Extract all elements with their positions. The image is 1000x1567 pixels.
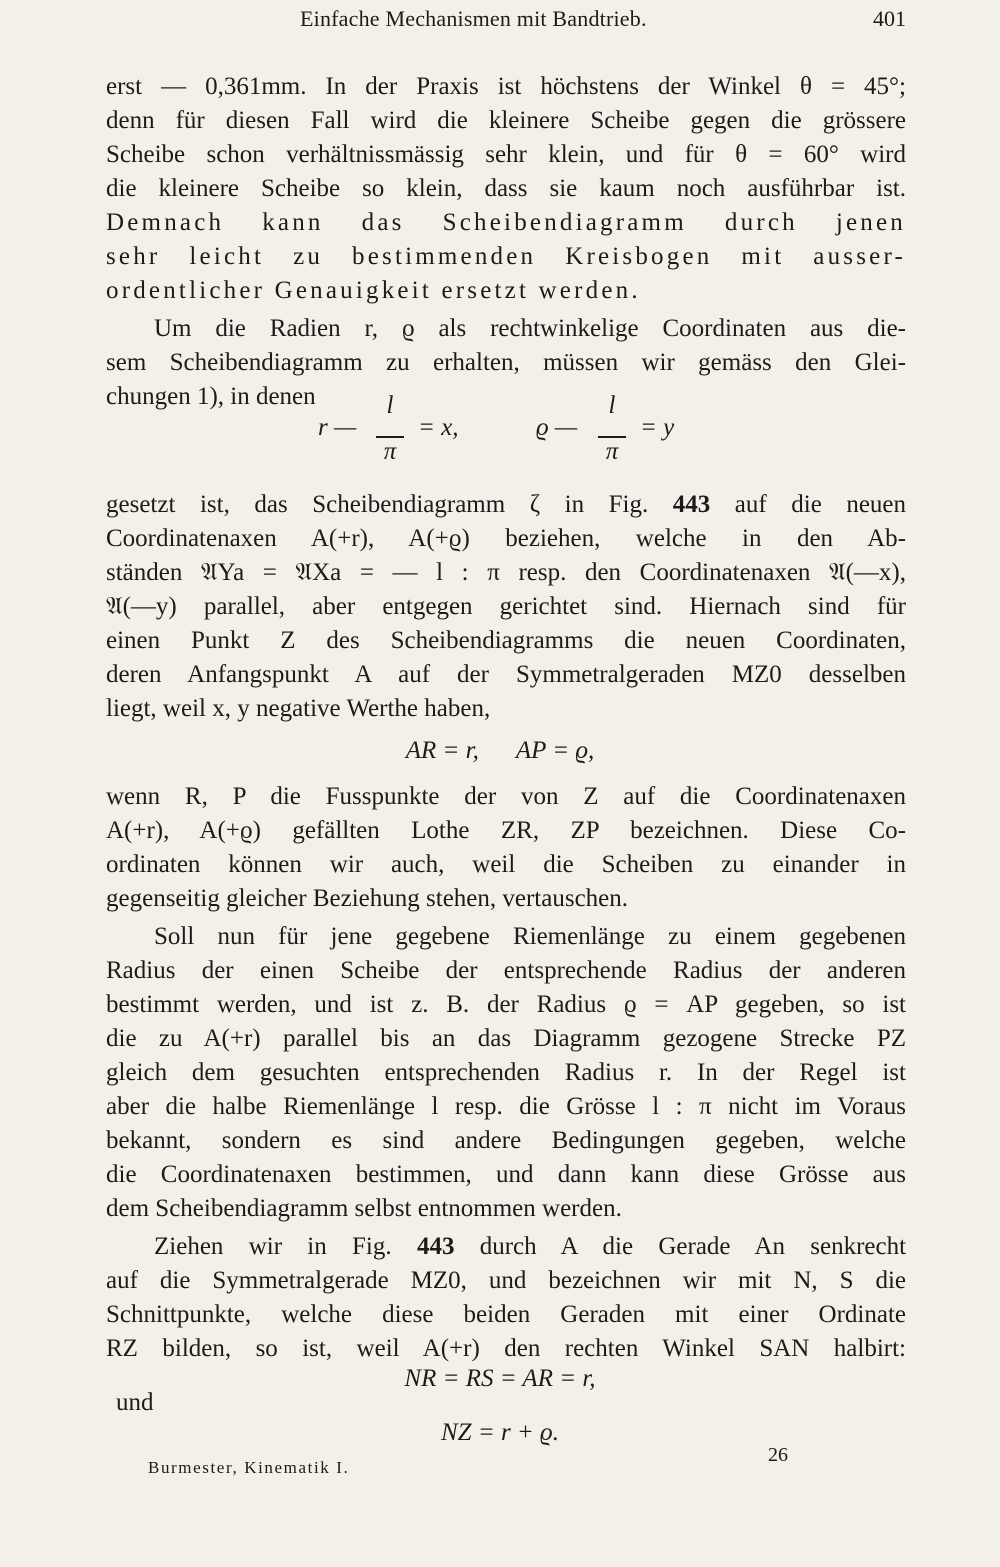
equation-var: r — <box>318 414 357 441</box>
page-number: 401 <box>873 6 906 31</box>
text-line: bekannt, sondern es sind andere Bedingungen gegeben, welche <box>106 1127 906 1154</box>
text-segment: Ziehen wir in Fig. <box>154 1233 392 1260</box>
page-header <box>0 6 1000 40</box>
connector-word: und <box>116 1389 154 1416</box>
text-line: gegenseitig gleicher Beziehung stehen, vertauschen. <box>106 885 629 912</box>
text-line: aber die halbe Riemenlänge l resp. die Grösse l : π nicht im Voraus <box>106 1093 906 1120</box>
text-line: dem Scheibendiagramm selbst entnommen werden. <box>106 1195 622 1222</box>
text-line: ständen 𝔄Ya = 𝔄Xa = — l : π resp. den Coordinatenaxen 𝔄(—x), <box>106 559 906 586</box>
text-line: A(+r), A(+ϱ) gefällten Lothe ZR, ZP bezeichnen. Diese Co- <box>106 817 906 844</box>
fraction-numerator: l <box>608 392 616 419</box>
fraction-numerator: l <box>386 392 394 419</box>
text-line: die zu A(+r) parallel bis an das Diagramm gezogene Strecke PZ <box>106 1025 906 1052</box>
footer-author: Burmester, Kinematik I. <box>148 1458 350 1477</box>
fraction-denominator: π <box>383 438 397 465</box>
text-line-spaced: ordentlicher Genauigkeit ersetzt werden. <box>106 277 641 304</box>
equation-var: ϱ — <box>536 414 578 441</box>
equation-nz: NZ = r + ϱ. <box>441 1419 559 1446</box>
running-head: Einfache Mechanismen mit Bandtrieb. <box>300 6 647 31</box>
text-line: Coordinatenaxen A(+r), A(+ϱ) beziehen, welche in den Ab- <box>106 525 906 552</box>
text-segment: durch A die Gerade An senkrecht <box>479 1233 907 1260</box>
equation-ar-ap: AR = r, AP = ϱ, <box>405 737 595 764</box>
text-line <box>154 1230 906 1264</box>
text-line: bestimmt werden, und ist z. B. der Radius ϱ = AP gegeben, so ist <box>106 991 906 1018</box>
equation-rhs: = y <box>640 414 675 441</box>
text-line: Schnittpunkte, welche diese beiden Geraden mit einer Ordinate <box>106 1301 906 1328</box>
text-line <box>106 488 906 522</box>
equation-nr-rs: NR = RS = AR = r, <box>404 1365 596 1392</box>
equation-rhs: = x, <box>418 414 459 441</box>
text-line: erst — 0,361mm. In der Praxis ist höchstens der Winkel θ = 45°; <box>106 73 906 100</box>
text-line: Radius der einen Scheibe der entsprechende Radius der anderen <box>106 957 906 984</box>
text-line: die Coordinatenaxen bestimmen, und dann kann diese Grösse aus <box>106 1161 906 1188</box>
text-segment: gesetzt ist, das Scheibendiagramm ζ in Fig. <box>106 491 649 518</box>
figure-reference: 443 <box>672 491 711 518</box>
text-line: sem Scheibendiagramm zu erhalten, müssen wir gemäss den Glei- <box>106 349 906 376</box>
footer-signature: 26 <box>768 1444 788 1466</box>
text-line: RZ bilden, so ist, weil A(+r) den rechten Winkel SAN halbirt: <box>106 1335 906 1362</box>
text-line: deren Anfangspunkt A auf der Symmetralgeraden MZ0 desselben <box>106 661 906 688</box>
text-line: auf die Symmetralgerade MZ0, und bezeichnen wir mit N, S die <box>106 1267 906 1294</box>
text-segment: auf die neuen <box>734 491 907 518</box>
text-line: einen Punkt Z des Scheibendiagramms die neuen Coordinaten, <box>106 627 906 654</box>
text-line: chungen 1), in denen <box>106 383 316 410</box>
text-line-spaced: Demnach kann das Scheibendiagramm durch jenen <box>106 209 906 236</box>
text-line: Scheibe schon verhältnissmässig sehr klein, und für θ = 60° wird <box>106 141 906 168</box>
figure-reference: 443 <box>416 1233 455 1260</box>
text-line-spaced: sehr leicht zu bestimmenden Kreisbogen mit ausser- <box>106 243 906 270</box>
text-line: Um die Radien r, ϱ als rechtwinkelige Coordinaten aus die- <box>154 315 906 342</box>
text-line: 𝔄(—y) parallel, aber entgegen gerichtet sind. Hiernach sind für <box>106 593 906 620</box>
text-line: gleich dem gesuchten entsprechenden Radius r. In der Regel ist <box>106 1059 906 1086</box>
text-line: ordinaten können wir auch, weil die Scheiben zu einander in <box>106 851 906 878</box>
text-line: liegt, weil x, y negative Werthe haben, <box>106 695 491 722</box>
text-line: denn für diesen Fall wird die kleinere Scheibe gegen die grössere <box>106 107 906 134</box>
text-line: wenn R, P die Fusspunkte der von Z auf die Coordinatenaxen <box>106 783 906 810</box>
text-line: die kleinere Scheibe so klein, dass sie kaum noch ausführbar ist. <box>106 175 906 202</box>
text-line: Soll nun für jene gegebene Riemenlänge zu einem gegebenen <box>154 923 906 950</box>
fraction-denominator: π <box>605 438 619 465</box>
